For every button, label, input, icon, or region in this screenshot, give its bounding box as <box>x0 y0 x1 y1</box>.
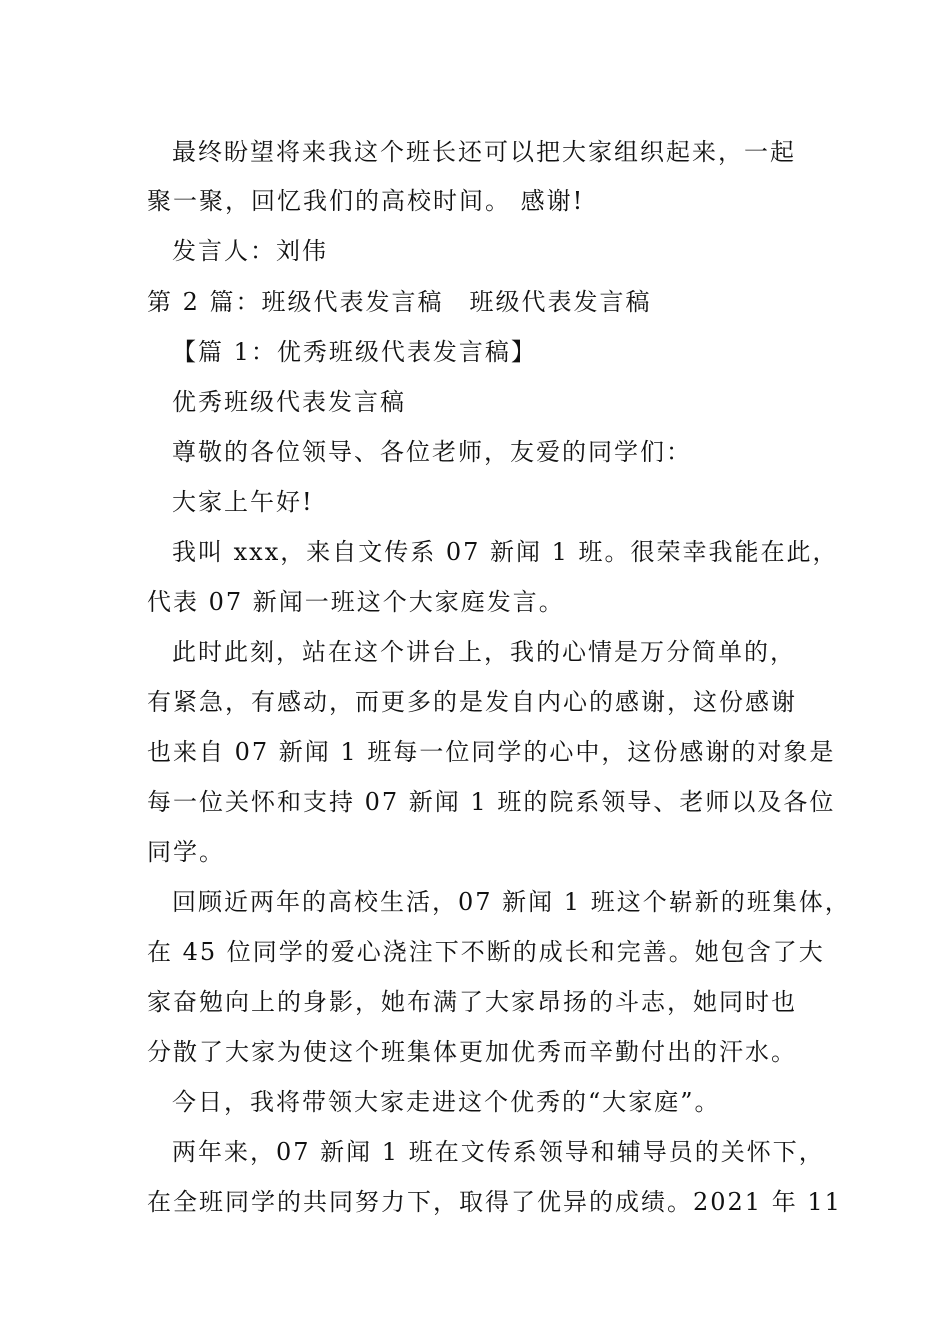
paragraph-line: 有紧急，有感动，而更多的是发自内心的感谢，这份感谢 <box>147 688 797 716</box>
paragraph-line: 分散了大家为使这个班集体更加优秀而辛勤付出的汗水。 <box>147 1038 797 1066</box>
paragraph-line: 在 45 位同学的爱心浇注下不断的成长和完善。她包含了大 <box>147 938 825 966</box>
paragraph-line: 同学。 <box>147 838 225 866</box>
paragraph-line: 也来自 07 新闻 1 班每一位同学的心中，这份感谢的对象是 <box>147 738 836 766</box>
paragraph-line: 在全班同学的共同努力下，取得了优异的成绩。2021 年 11 <box>147 1188 842 1216</box>
paragraph-line: 最终盼望将来我这个班长还可以把大家组织起来，一起 <box>172 138 796 166</box>
paragraph-line: 我叫 xxx，来自文传系 07 新闻 1 班。很荣幸我能在此， <box>172 538 839 566</box>
paragraph-line: 每一位关怀和支持 07 新闻 1 班的院系领导、老师以及各位 <box>147 788 836 816</box>
speech-title: 优秀班级代表发言稿 <box>172 388 406 416</box>
paragraph-line: 家奋勉向上的身影，她布满了大家昂扬的斗志，她同时也 <box>147 988 797 1016</box>
salutation: 尊敬的各位领导、各位老师，友爱的同学们： <box>172 438 692 466</box>
paragraph-line: 代表 07 新闻一班这个大家庭发言。 <box>147 588 565 616</box>
paragraph-line: 此时此刻，站在这个讲台上，我的心情是万分简单的， <box>172 638 796 666</box>
paragraph-line: 聚一聚，回忆我们的高校时间。 感谢! <box>147 187 585 215</box>
paragraph-line: 今日，我将带领大家走进这个优秀的“大家庭”。 <box>172 1088 721 1116</box>
speaker-line: 发言人：刘伟 <box>172 237 328 265</box>
section-heading: 第 2 篇：班级代表发言稿 班级代表发言稿 <box>147 288 652 316</box>
paragraph-line: 回顾近两年的高校生活，07 新闻 1 班这个崭新的班集体， <box>172 888 851 916</box>
sub-heading: 【篇 1：优秀班级代表发言稿】 <box>172 338 537 366</box>
greeting: 大家上午好! <box>172 488 314 516</box>
paragraph-line: 两年来，07 新闻 1 班在文传系领导和辅导员的关怀下， <box>172 1138 825 1166</box>
